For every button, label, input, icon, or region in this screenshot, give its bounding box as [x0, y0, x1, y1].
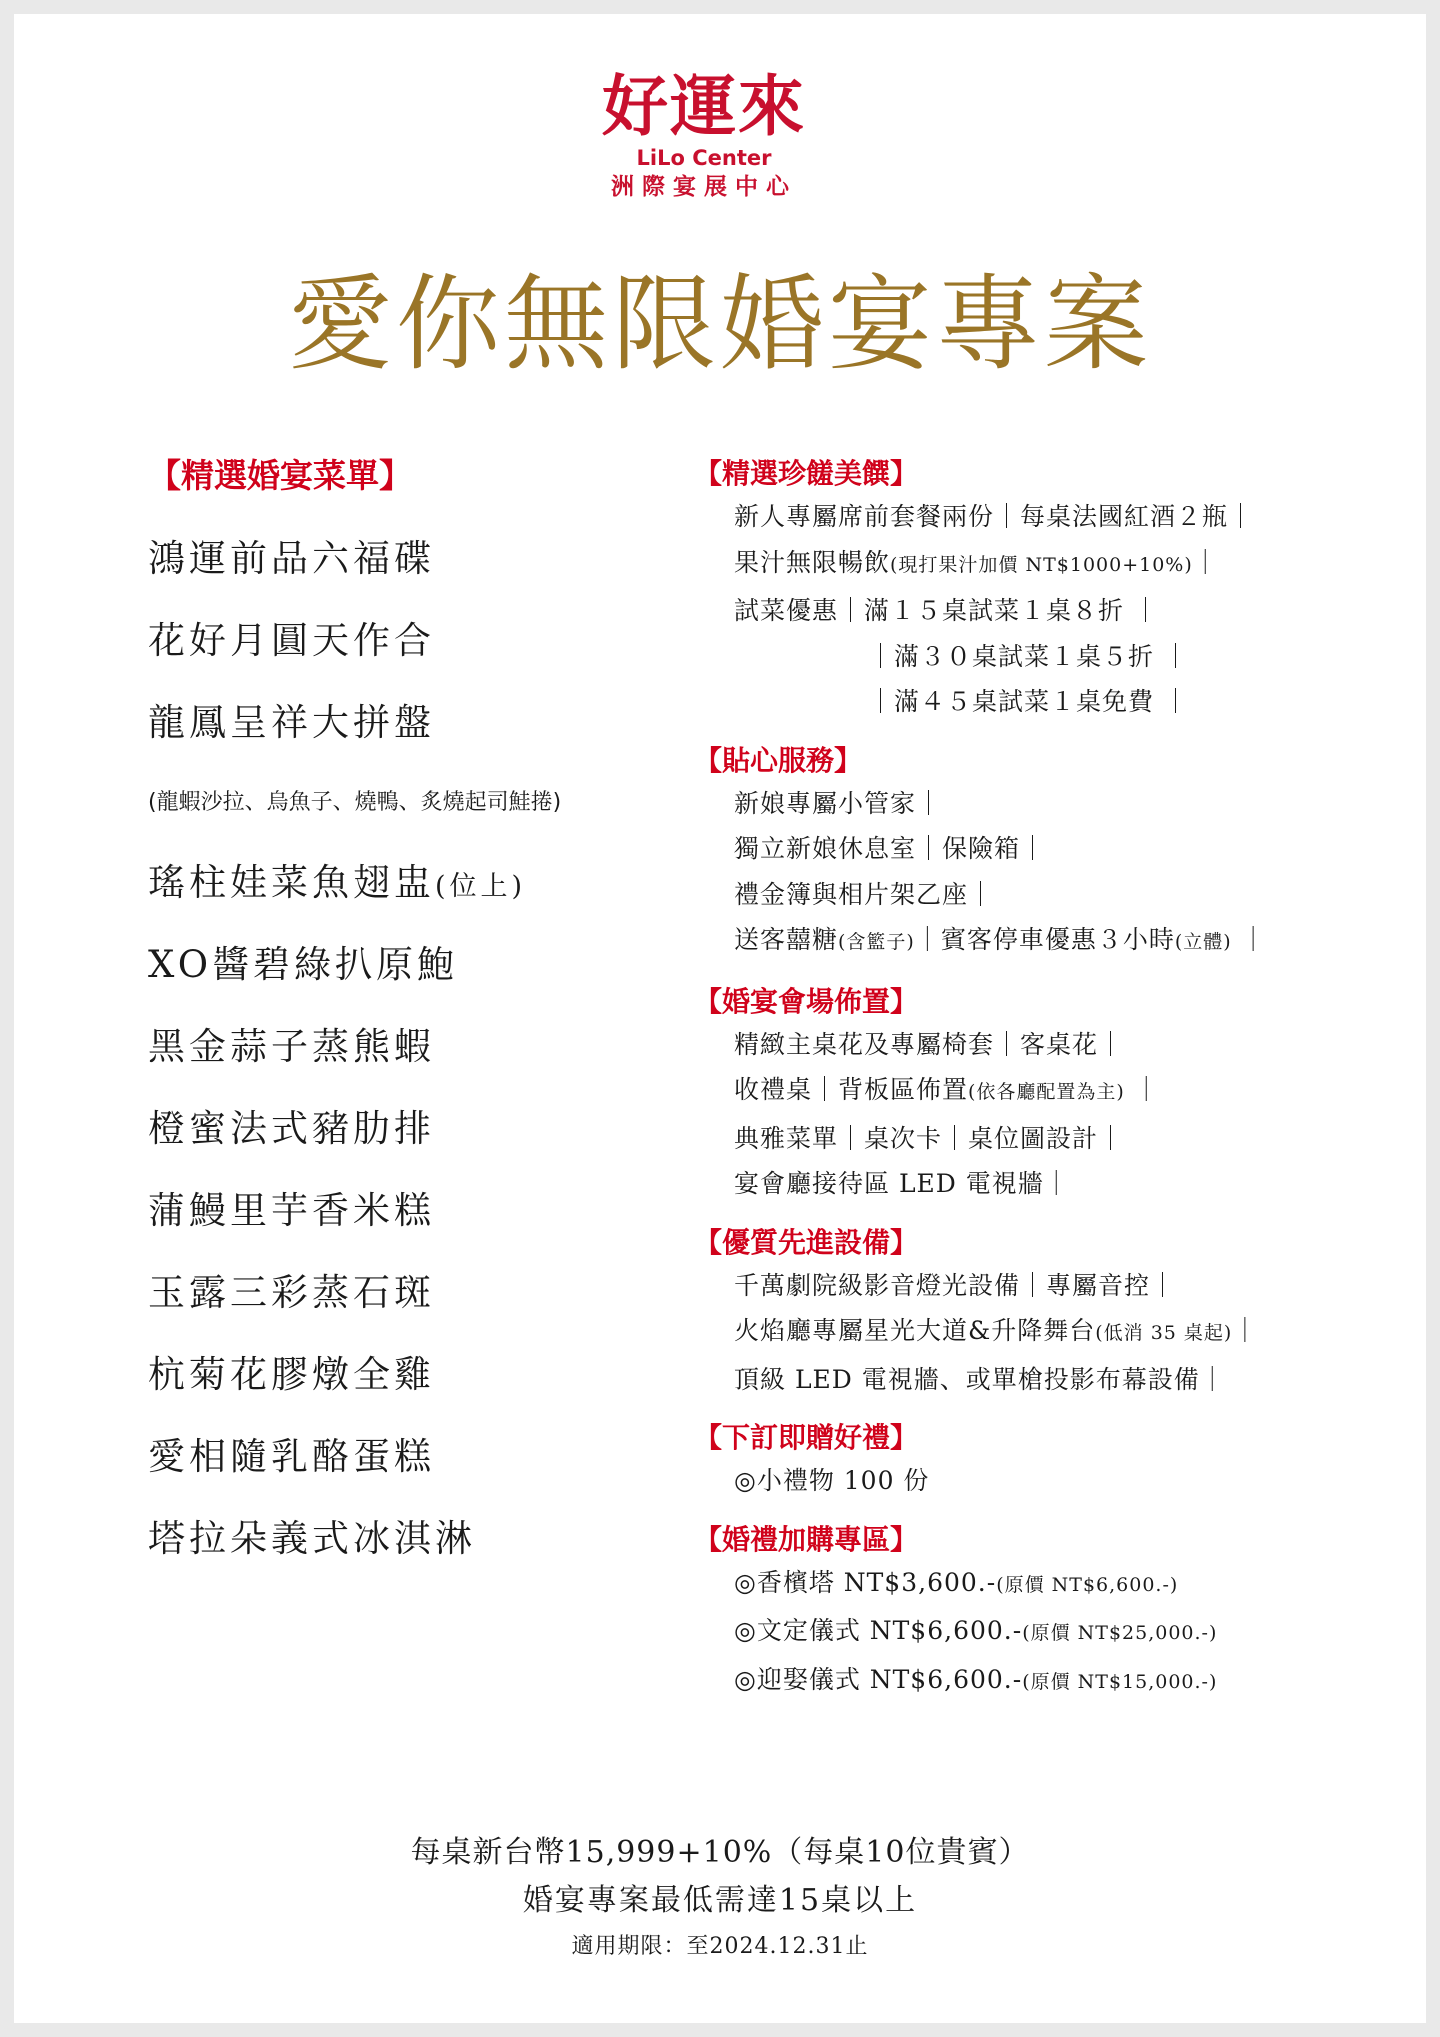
- line-note: (現打果汁加價 NT$1000+10%): [890, 553, 1193, 576]
- section-heading: 【精選珍饈美饌】: [694, 457, 919, 490]
- line-note: (依各廳配置為主): [968, 1081, 1125, 1103]
- section-heading: 【婚禮加購專區】: [694, 1522, 919, 1556]
- brand-logo: [579, 66, 829, 216]
- line-text: ｜: [1124, 1075, 1160, 1104]
- section-addons: [694, 1520, 1394, 1706]
- line-text: ｜: [1231, 925, 1267, 954]
- detail-line: [694, 1308, 1394, 1357]
- line-text: ◎香檳塔 NT$3,600.-: [734, 1567, 997, 1597]
- logo-mark: 好運來: [602, 67, 806, 145]
- detail-line: [694, 1560, 1394, 1609]
- line-note: (低消 35 桌起): [1095, 1322, 1233, 1344]
- dish-item: [148, 842, 668, 924]
- line-note: (原價 NT$25,000.-): [1022, 1622, 1218, 1644]
- line-text: ｜: [1192, 547, 1219, 577]
- section-services: [694, 741, 1394, 966]
- detail-line: 千萬劇院級影音燈光設備｜專屬音控｜: [734, 1270, 1177, 1300]
- dish-note: (龍蝦沙拉、烏魚子、燒鴨、炙燒起司鮭捲): [148, 790, 562, 815]
- detail-line: 獨立新娘休息室｜保險箱｜: [734, 834, 1047, 863]
- detail-line: [694, 917, 1394, 966]
- detail-line: 新娘專屬小管家｜: [734, 788, 943, 818]
- dish-item: 黑金蒜子蒸熊蝦: [148, 1025, 435, 1068]
- detail-line: 頂級 LED 電視牆、或單槍投影布幕設備｜: [734, 1364, 1226, 1394]
- detail-line: 禮金簿與相片架乙座｜: [734, 879, 995, 909]
- detail-line: ｜滿４５桌試菜１桌免費 ｜: [868, 687, 1189, 716]
- dish-item: 塔拉朵義式冰淇淋: [148, 1517, 476, 1560]
- price-line: 每桌新台幣15,999+10%（每桌10位貴賓）: [410, 1835, 1030, 1870]
- detail-line: 精緻主桌花及專屬椅套｜客桌花｜: [734, 1029, 1125, 1059]
- detail-line: [694, 1067, 1394, 1116]
- detail-line: ｜滿３０桌試菜１桌５折 ｜: [868, 641, 1189, 671]
- dish-suffix: (位上): [435, 871, 527, 902]
- minimum-tables-line: 婚宴專案最低需達15桌以上: [522, 1883, 918, 1918]
- detail-line: [694, 1657, 1394, 1706]
- line-text: ◎文定儀式 NT$6,600.-: [734, 1616, 1023, 1645]
- line-text: 果汁無限暢飲: [734, 547, 891, 577]
- logo-subtitle: 洲際宴展中心: [611, 174, 797, 200]
- dish-item: 玉露三彩蒸石斑: [148, 1271, 435, 1314]
- section-heading: 【貼心服務】: [694, 743, 863, 777]
- line-text: ｜: [1232, 1316, 1259, 1345]
- line-note: (含籃子): [838, 931, 915, 953]
- dish-item: 愛相隨乳酪蛋糕: [148, 1435, 435, 1478]
- detail-line: [694, 1608, 1394, 1657]
- section-heading: 【婚宴會場佈置】: [694, 984, 919, 1018]
- validity-line: 適用期限：至2024.12.31止: [571, 1934, 869, 1959]
- line-note: (原價 NT$15,000.-): [1022, 1670, 1218, 1693]
- section-heading: 【下訂即贈好禮】: [694, 1421, 919, 1454]
- detail-line: 宴會廳接待區 LED 電視牆｜: [734, 1169, 1070, 1198]
- dish-item: 橙蜜法式豬肋排: [148, 1107, 435, 1150]
- dish-item: 杭菊花膠燉全雞: [148, 1353, 435, 1396]
- detail-line: 新人專屬席前套餐兩份｜每桌法國紅酒２瓶｜: [734, 502, 1255, 531]
- dish-item: XO醬碧綠扒原鮑: [148, 943, 459, 986]
- line-note: (原價 NT$6,600.-): [996, 1573, 1179, 1596]
- package-details: [694, 454, 1394, 1721]
- line-text: 火焰廳專屬星光大道&升降舞台: [734, 1316, 1096, 1345]
- detail-line: 試菜優惠｜滿１５桌試菜１桌８折 ｜: [734, 596, 1159, 625]
- detail-line: ◎小禮物 100 份: [734, 1466, 930, 1495]
- line-text: ◎迎娶儀式 NT$6,600.-: [734, 1664, 1023, 1694]
- dish-item: 花好月圓天作合: [148, 619, 435, 662]
- detail-line: [694, 540, 1394, 589]
- detail-line: 典雅菜單｜桌次卡｜桌位圖設計｜: [734, 1123, 1125, 1153]
- line-note: (立體): [1174, 931, 1232, 953]
- dish-item: 鴻運前品六福碟: [148, 537, 435, 580]
- dish-item: 龍鳳呈祥大拼盤: [148, 701, 435, 744]
- pricing-footer: [14, 1829, 1426, 1969]
- dish-name: 瑤柱娃菜魚翅盅: [148, 861, 435, 904]
- line-text: ｜賓客停車優惠３小時: [914, 925, 1175, 954]
- section-cuisine: [694, 454, 1394, 725]
- line-text: 收禮桌｜背板區佈置: [734, 1075, 969, 1104]
- logo-english: LiLo Center: [636, 146, 772, 170]
- page-title: 愛你無限婚宴專案: [287, 263, 1152, 385]
- section-decoration: [694, 982, 1394, 1207]
- banquet-menu: [148, 454, 668, 1580]
- section-gifts: [694, 1418, 1394, 1504]
- section-equipment: [694, 1223, 1394, 1403]
- dish-item: 蒲鰻里芋香米糕: [148, 1189, 435, 1232]
- line-text: 送客囍糖: [734, 925, 839, 954]
- menu-sheet: [14, 14, 1426, 2023]
- menu-heading: 【精選婚宴菜單】: [148, 456, 412, 495]
- section-heading: 【優質先進設備】: [694, 1225, 919, 1259]
